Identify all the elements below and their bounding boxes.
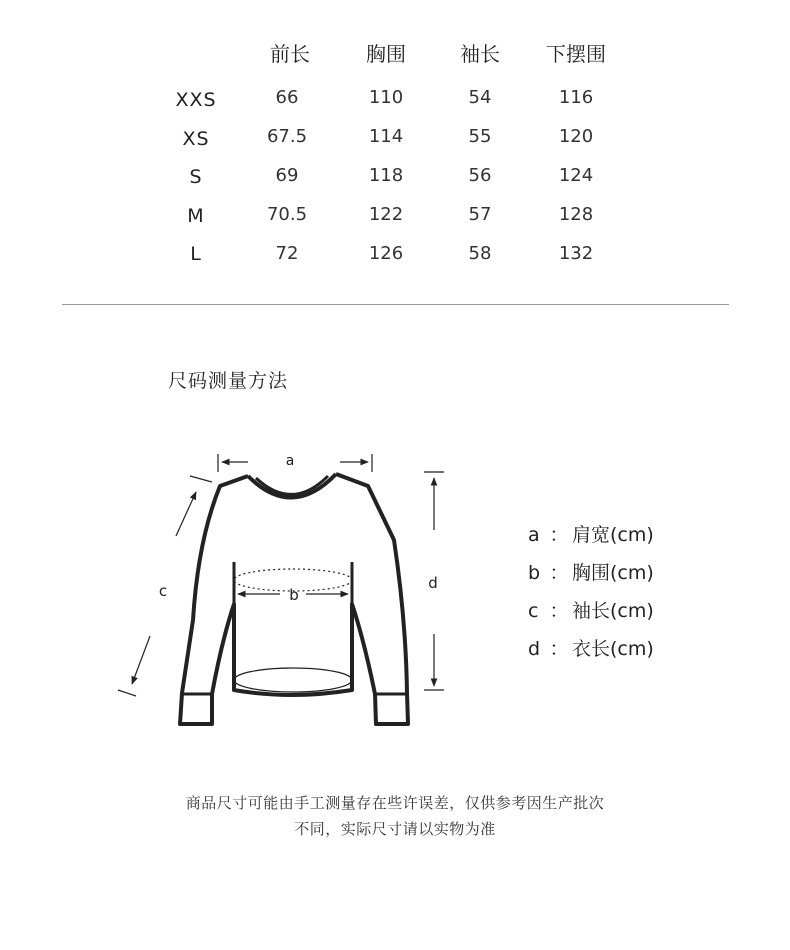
table-cell: 55 <box>468 126 492 147</box>
size-label: XS <box>182 128 210 150</box>
legend-key: a <box>528 524 540 546</box>
label-a: a <box>285 453 295 469</box>
size-label: L <box>190 243 202 265</box>
legend-item-sleeve <box>528 596 654 623</box>
size-label: S <box>189 166 203 188</box>
size-label: XXS <box>175 89 217 111</box>
table-cell: 57 <box>468 204 492 225</box>
legend-item-length <box>528 634 654 661</box>
disclaimer-line-1: 商品尺寸可能由手工测量存在些许误差，仅供参考因生产批次 <box>185 794 605 812</box>
label-d: d <box>428 574 438 592</box>
measure-section-title: 尺码测量方法 <box>168 370 289 392</box>
table-cell: 54 <box>468 87 492 108</box>
section-divider <box>62 304 729 305</box>
legend-separator: ： <box>549 562 569 584</box>
legend-text: 衣长(cm) <box>572 638 654 660</box>
legend-separator: ： <box>549 600 569 622</box>
table-cell: 114 <box>368 126 404 147</box>
legend-text: 肩宽(cm) <box>572 524 654 546</box>
label-c: c <box>158 582 168 600</box>
table-cell: 126 <box>368 243 404 264</box>
legend-item-shoulder <box>528 520 654 547</box>
table-cell: 118 <box>368 165 404 186</box>
table-cell: 132 <box>558 243 594 264</box>
legend-separator: ： <box>549 638 569 660</box>
table-cell: 122 <box>368 204 404 225</box>
table-cell: 58 <box>468 243 492 264</box>
table-cell: 128 <box>558 204 594 225</box>
legend-separator: ： <box>549 524 569 546</box>
table-cell: 67.5 <box>266 126 308 147</box>
legend-item-chest <box>528 558 654 585</box>
disclaimer-line-2: 不同，实际尺寸请以实物为准 <box>294 820 496 838</box>
label-b: b <box>289 586 299 604</box>
table-cell: 66 <box>275 87 299 108</box>
legend-key: d <box>528 638 541 660</box>
column-header-chest: 胸围 <box>366 42 406 66</box>
size-label: M <box>187 205 205 227</box>
legend-key: b <box>528 562 541 584</box>
table-cell: 69 <box>275 165 299 186</box>
legend-text: 袖长(cm) <box>572 600 654 622</box>
legend-key: c <box>528 600 539 622</box>
sweater-diagram <box>100 440 460 740</box>
table-cell: 110 <box>368 87 404 108</box>
legend-text: 胸围(cm) <box>572 562 654 584</box>
table-cell: 70.5 <box>266 204 308 225</box>
table-cell: 56 <box>468 165 492 186</box>
column-header-hem: 下摆围 <box>546 42 606 66</box>
table-cell: 72 <box>275 243 299 264</box>
table-cell: 124 <box>558 165 594 186</box>
table-cell: 116 <box>558 87 594 108</box>
table-cell: 120 <box>558 126 594 147</box>
column-header-front-length: 前长 <box>270 42 310 66</box>
shoulder-width-indicator <box>218 454 372 472</box>
column-header-sleeve-length: 袖长 <box>460 42 500 66</box>
